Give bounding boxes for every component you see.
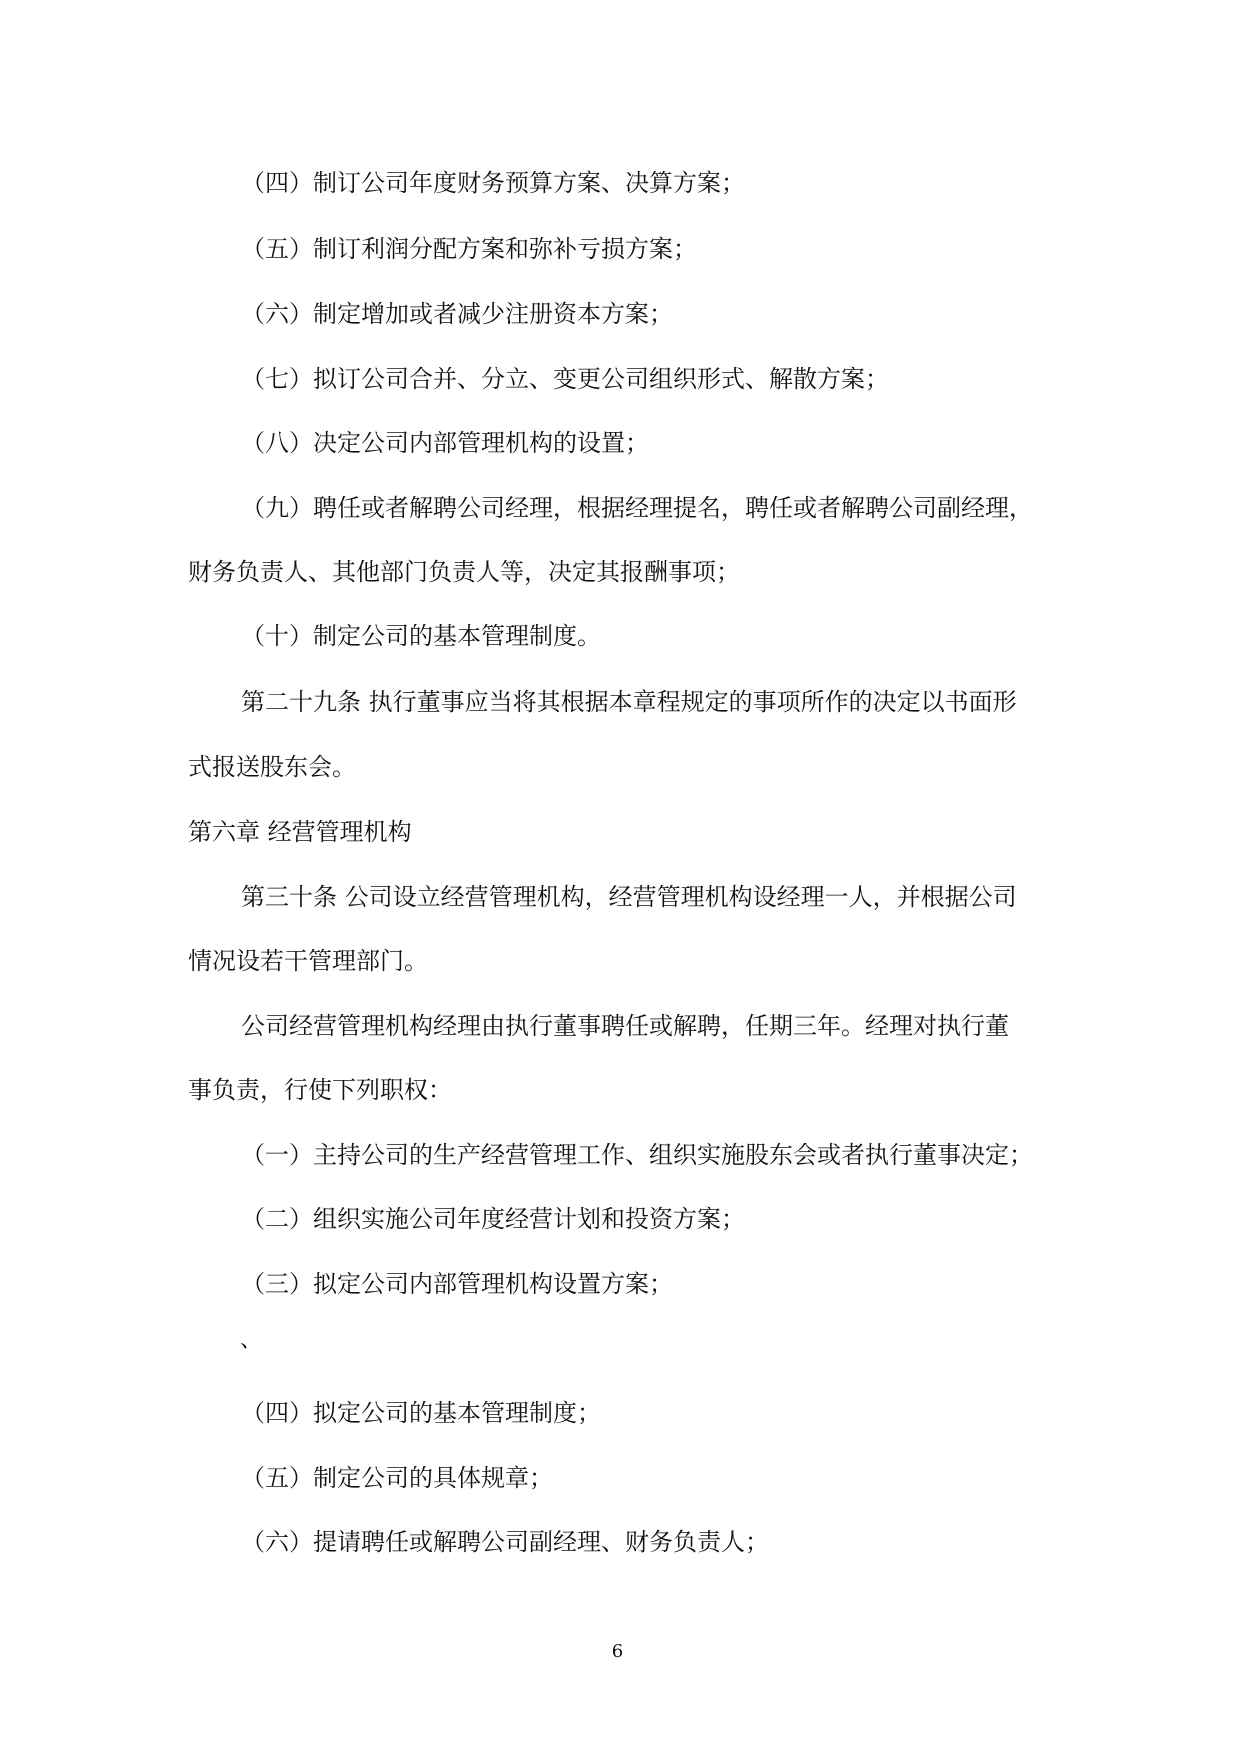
text-line: （四）拟定公司的基本管理制度； <box>241 1399 601 1427</box>
text-line: （十）制定公司的基本管理制度。 <box>241 622 601 650</box>
stray-mark: 、 <box>240 1328 263 1353</box>
chapter-heading: 第六章 经营管理机构 <box>188 818 412 846</box>
text-line: （三）拟定公司内部管理机构设置方案； <box>241 1270 673 1298</box>
article-30: 第三十条 公司设立经营管理机构，经营管理机构设经理一人，并根据公司 <box>241 883 1017 911</box>
text-line: （六）制定增加或者减少注册资本方案； <box>241 300 673 328</box>
text-line: （一）主持公司的生产经营管理工作、组织实施股东会或者执行董事决定； <box>241 1141 1033 1169</box>
text-line: （九）聘任或者解聘公司经理，根据经理提名，聘任或者解聘公司副经理， <box>241 494 1033 522</box>
text-line: 情况设若干管理部门。 <box>188 947 428 975</box>
page-number: 6 <box>611 1641 624 1662</box>
text-line: （五）制定公司的具体规章； <box>241 1464 553 1492</box>
text-line: 式报送股东会。 <box>188 753 356 781</box>
text-line: （二）组织实施公司年度经营计划和投资方案； <box>241 1205 745 1233</box>
article-29: 第二十九条 执行董事应当将其根据本章程规定的事项所作的决定以书面形 <box>241 688 1017 716</box>
text-line: （四）制订公司年度财务预算方案、决算方案； <box>241 169 745 197</box>
text-line: （五）制订利润分配方案和弥补亏损方案； <box>241 235 697 263</box>
text-line: （七）拟订公司合并、分立、变更公司组织形式、解散方案； <box>241 365 889 393</box>
text-line: （六）提请聘任或解聘公司副经理、财务负责人； <box>241 1528 769 1556</box>
text-line: 财务负责人、其他部门负责人等，决定其报酬事项； <box>188 558 740 586</box>
text-line: （八）决定公司内部管理机构的设置； <box>241 429 649 457</box>
text-line: 事负责，行使下列职权： <box>188 1076 452 1104</box>
text-line: 公司经营管理机构经理由执行董事聘任或解聘，任期三年。经理对执行董 <box>241 1012 1009 1040</box>
